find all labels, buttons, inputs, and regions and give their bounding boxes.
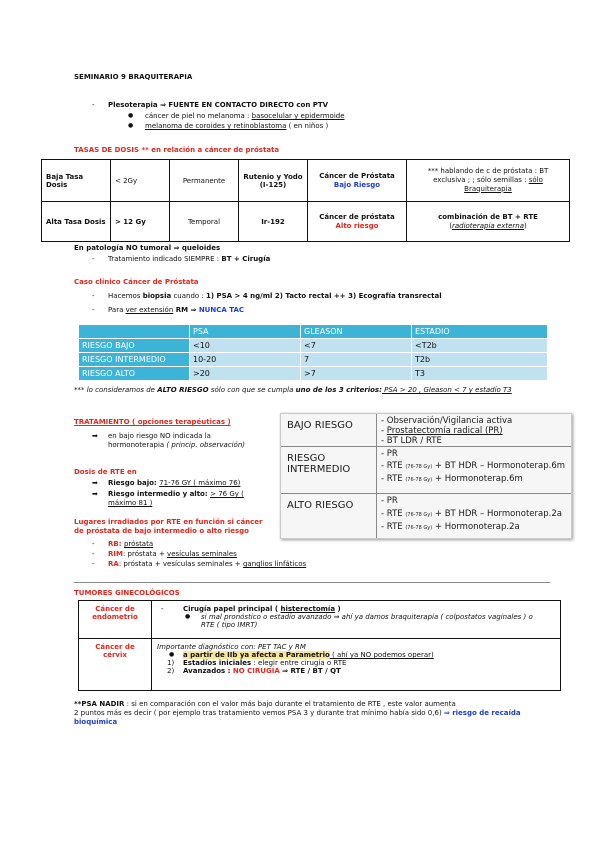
risk-header-cell: PSA (190, 325, 301, 339)
plesio-label: Plesoterapia (108, 101, 158, 109)
dose-rate-table (41, 159, 570, 242)
caso-l1-b: biopsia (142, 292, 172, 300)
dose-r1-type: Permanente (170, 160, 239, 202)
table-row (79, 339, 548, 353)
risk-cell: <T2b (412, 339, 548, 353)
risk-cell: 10-20 (190, 353, 301, 367)
treatment-line: - RTE (76-78 Gy) + BT HDR – Hormonoterap.6m (381, 461, 566, 471)
dosis-rte-l1 (108, 479, 240, 488)
page-title: SEMINARIO 9 BRAQUITERAPIA (74, 73, 193, 81)
lugares-heading: Lugares irradiados por RTE en función si cáncer de próstata de bajo intermedio o alto riesgo (74, 518, 263, 535)
tratamiento-l1: en bajo riesgo NO indicada la (108, 432, 211, 440)
dose-r2-risk: Alto riesgo (335, 221, 379, 230)
caso-l2-b: RM ⇒ (173, 306, 199, 314)
table-header-row (79, 325, 548, 339)
patologia-line (108, 255, 270, 264)
treatment-row-bajo (281, 414, 571, 447)
lugares-ra-v2: ganglios linfáticos (242, 560, 307, 568)
risk-classification-table (78, 324, 548, 381)
risk-cell: T3 (412, 367, 548, 381)
tratamiento-text (108, 432, 268, 450)
alto-riesgo-note (74, 386, 514, 395)
section-divider (74, 582, 550, 583)
dash-marker: - (92, 306, 95, 314)
b1-pre: cáncer de piel no melanoma : (145, 112, 252, 120)
patologia-heading: En patología NO tumoral ⇒ queloides (74, 244, 221, 252)
bullet-dot: ● (128, 112, 134, 119)
bullet-dot: ● (185, 613, 191, 620)
table-row (79, 353, 548, 367)
risk-cell: T2b (412, 353, 548, 367)
b1-underlined: basocelular y epidermoide (251, 112, 345, 120)
dose-r1-note-cell (407, 160, 570, 202)
caso-l1-mid: cuando : (171, 292, 206, 300)
dose-r1-name: Baja Tasa Dosis (42, 160, 111, 202)
gine-r2-l1: Importante diagnóstico con: PET TAC y RM (157, 643, 306, 651)
gine-r1-content (152, 601, 561, 639)
gine-r2-l2: ● a partir de IIb ya afecta a Parametrio ( ahí ya NO podemos operar) (169, 651, 434, 659)
dash-marker: - (92, 255, 95, 263)
tratamiento-heading: TRATAMIENTO ( opciones terapéuticas ) (74, 418, 231, 426)
dose-r2-name: Alta Tasa Dosis (42, 202, 111, 242)
treatment-inter-label: RIESGO INTERMEDIO (287, 453, 351, 475)
psa-nadir-note (74, 700, 544, 726)
gine-r1-label: Cáncer de endometrio (79, 601, 152, 639)
dosis-rte-l2 (108, 490, 268, 508)
lugares-rim-v2: vesículas seminales (167, 550, 237, 558)
lugares-ra-label: RA (108, 560, 119, 568)
lugares-rb (108, 540, 153, 549)
dose-r2-gy: > 12 Gy (111, 202, 170, 242)
caso-l2-u: ver extensión (125, 306, 174, 314)
psa-nadir-label: **PSA NADIR (74, 700, 125, 708)
lugares-rim-label: RIM (108, 550, 123, 558)
table-row (42, 160, 570, 202)
table-row (79, 367, 548, 381)
dose-r1-gy: < 2Gy (111, 160, 170, 202)
treatment-options-image (280, 413, 572, 539)
treatment-row-alto (281, 494, 571, 537)
lugares-rb-label: RB: (108, 540, 124, 548)
risk-header-cell: GLEASON (301, 325, 412, 339)
dose-r1-cancer: Cáncer de Próstata (319, 171, 395, 180)
risk-cell: >7 (301, 367, 412, 381)
dosis-rte-heading: Dosis de RTE en (74, 468, 137, 476)
dose-r2-type: Temporal (170, 202, 239, 242)
plesio-rest: ⇒ FUENTE EN CONTACTO DIRECTO con PTV (157, 101, 329, 109)
gine-r1-l1: - Cirugía papel principal ( histerectomía ) (161, 605, 341, 613)
dose-r2-cancer-cell (308, 202, 407, 242)
dose-r1-cancer-cell (308, 160, 407, 202)
risk-header-cell (79, 325, 190, 339)
psa-nadir-l2: 2 puntos más es decir ( por ejemplo tras tratamiento vemos PSA 3 y durante trat mínimo había sido 0,6) (74, 708, 444, 717)
treatment-row-intermedio (281, 447, 571, 494)
dose-r2-cancer: Cáncer de próstata (319, 212, 395, 221)
caso-l1-b2: 1) PSA > 4 ng/ml 2) Tacto rectal ++ 3) Ecografía transrectal (206, 292, 442, 300)
dosis-rte-l2-b: Riesgo intermedio y alto: (108, 490, 211, 498)
dose-r2-combo-sub: radioterapia externa (451, 221, 525, 230)
dash-marker: - (161, 605, 164, 613)
gine-r2-l3: 1) Estadíos iniciales : elegir entre cirugía o RTE (167, 659, 347, 667)
table-row (79, 601, 561, 639)
patologia-line-b: BT + Cirugía (221, 255, 271, 263)
risk-row-label: RIESGO INTERMEDIO (79, 353, 190, 367)
dash-marker: - (92, 540, 95, 548)
caso-l1-pre: Hacemos (108, 292, 143, 300)
bullet-dot: ● (169, 651, 175, 658)
b2-rest: ( en niños ) (286, 122, 329, 130)
risk-cell: <7 (301, 339, 412, 353)
lugares-rim-v1: : próstata + (122, 550, 168, 558)
tratamiento-l2-i: ( princip. observación) (164, 440, 246, 449)
dose-r1-note: *** hablando de c de próstata : BT exclusiva ; ; sólo semillas : (427, 167, 549, 185)
caso-line-2 (108, 306, 244, 315)
risk-header-cell: ESTADIO (412, 325, 548, 339)
gynecologic-tumors-table (78, 600, 561, 691)
dose-r1-risk: Bajo Riesgo (333, 180, 381, 189)
gine-r2-content (152, 639, 561, 691)
dose-r2-combo: combinación de BT + RTE (438, 212, 538, 221)
gine-heading: TUMORES GINECOLÓGICOS (74, 589, 180, 597)
treatment-line: - Prostatectomía radical (PR) (381, 426, 503, 436)
patologia-line-pre: Tratamiento indicado SIEMPRE : (108, 255, 222, 263)
tratamiento-l2 (108, 441, 268, 450)
alto-note-pre: *** lo consideramos de (74, 386, 158, 394)
dose-heading-red: TASAS DE DOSIS ** (74, 146, 152, 154)
risk-cell: >20 (190, 367, 301, 381)
lugares-rb-value: próstata (123, 540, 154, 548)
dose-r1-note-u: sólo Braquiterapia (464, 176, 543, 193)
lugares-ra (108, 560, 306, 569)
gine-r1-l2: ● si mal pronóstico o estadío avanzado ⇒ ahí ya damos braquiterapia ( colpostatos vaginales ) o RTE ( tipo IMRT) (185, 613, 533, 629)
table-row (42, 202, 570, 242)
treatment-alto-label: ALTO RIESGO (287, 500, 354, 511)
dash-marker: - (92, 292, 95, 300)
dash-marker: - (92, 560, 95, 568)
treatment-line: - PR (381, 449, 398, 459)
plesioterapia-line (108, 101, 328, 110)
intro-bullet-1 (145, 112, 345, 121)
dash-marker: - (92, 101, 95, 109)
alto-note-u: PSA > 20 , Gleason < 7 y estadío T3 (381, 386, 512, 394)
arrow-bullet-icon: ➡ (92, 432, 98, 440)
tratamiento-l2-pre: hormonoterapia (108, 440, 165, 449)
psa-nadir-l1: : si en comparación con el valor más bajo durante el tratamiento de RTE , este valor aumenta (124, 700, 456, 708)
lugares-rim (108, 550, 237, 559)
lugares-ra-v1: : próstata + vesículas seminales + (118, 560, 243, 568)
psa-nadir-blue: ⇒ riesgo de recaída bioquímica (74, 708, 521, 726)
dose-heading-rest: en relación a cáncer de próstata (151, 146, 280, 154)
risk-row-label: RIESGO BAJO (79, 339, 190, 353)
treatment-line: - PR (381, 496, 398, 506)
b2-underlined: melanoma de coroides y retinoblastoma (145, 122, 287, 130)
treatment-line: - RTE (76-78 Gy) + Hormonoterap.6m (381, 474, 523, 484)
dosis-rte-l2-u: > 76 Gy ( máximo 81 ) (108, 490, 244, 507)
dosis-rte-l1-b: Riesgo bajo: (108, 479, 160, 487)
dose-r1-isotope: Rutenio y Yodo (I-125) (239, 160, 308, 202)
alto-note-b2: uno de los 3 criterios: (295, 386, 382, 394)
dose-r2-combo-cell (407, 202, 570, 242)
alto-note-mid: sólo con que se cumpla (208, 386, 296, 394)
caso-l2-pre: Para (108, 306, 126, 314)
alto-note-b1: ALTO RIESGO (157, 386, 209, 394)
risk-cell: <10 (190, 339, 301, 353)
gine-r2-l4: 2) Avanzados : NO CIRUGÍA ⇒ RTE / BT / QT (167, 667, 341, 675)
treatment-line: - RTE (76-78 Gy) + Hormonoterap.2a (381, 522, 520, 532)
caso-heading: Caso clínico Cáncer de Próstata (74, 278, 199, 286)
dose-r2-isotope: Ir-192 (239, 202, 308, 242)
dosis-rte-l1-u: 71-76 GY ( máximo 76) (159, 479, 241, 487)
arrow-bullet-icon: ➡ (92, 490, 98, 498)
intro-bullet-2 (145, 122, 328, 131)
treatment-line: - RTE (76-78 Gy) + BT HDR – Hormonoterap.2a (381, 509, 562, 519)
treatment-line: - BT LDR / RTE (381, 436, 442, 446)
gine-r2-label: Cáncer de cérvix (79, 639, 152, 691)
bullet-dot: ● (128, 122, 134, 129)
treatment-bajo-label: BAJO RIESGO (287, 420, 353, 431)
arrow-bullet-icon: ➡ (92, 479, 98, 487)
treatment-line: - Observación/Vigilancia activa (381, 416, 513, 426)
dash-marker: - (92, 550, 95, 558)
dose-r2-combo-sub-wrap: (radioterapia externa) (449, 221, 527, 230)
table-row (79, 639, 561, 691)
caso-line-1 (108, 292, 442, 301)
risk-row-label: RIESGO ALTO (79, 367, 190, 381)
caso-l2-blue: NUNCA TAC (198, 306, 245, 314)
dose-heading (74, 146, 279, 155)
risk-cell: 7 (301, 353, 412, 367)
